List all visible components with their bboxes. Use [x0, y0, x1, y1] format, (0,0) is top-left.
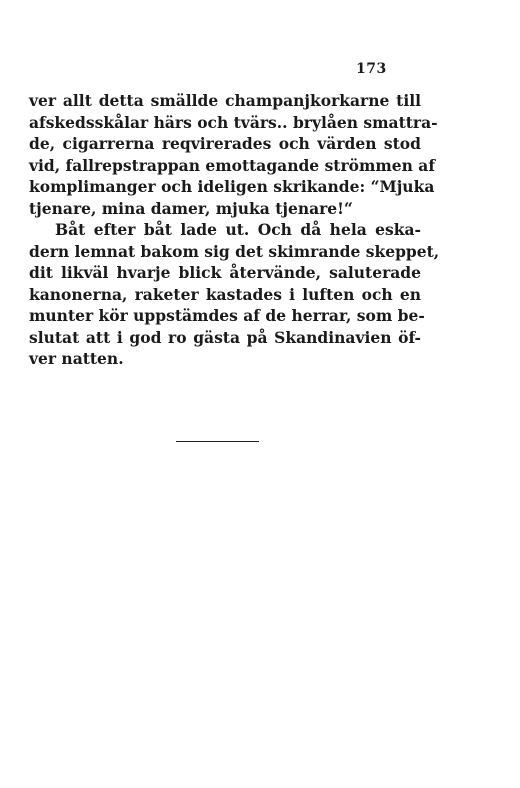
text-line: Båt efter båt lade ut. Och då hela eska- — [55, 220, 421, 239]
section-divider — [176, 441, 259, 442]
text-line: vid, fallrepstrappan emottagande strömmen af — [29, 155, 435, 175]
text-line: munter kör uppstämdes af de herrar, som be- — [29, 306, 425, 325]
text-line: dit likväl hvarje blick återvände, saluterade — [29, 263, 421, 282]
text-line: dern lemnat bakom sig det skimrande skeppet, — [29, 241, 440, 261]
text-line: komplimanger och ideligen skrikande: “Mjuka — [29, 177, 435, 196]
text-line: ver natten. — [29, 349, 124, 368]
text-line: kanonerna, raketer kastades i luften och en — [29, 284, 421, 304]
text-line: slutat att i god ro gästa på Skandinavien öf- — [29, 327, 421, 347]
text-line: ver allt detta smällde champanjkorkarne till — [29, 91, 421, 110]
text-line: afskedsskålar härs och tvärs.. brylåen smattra- — [29, 112, 438, 132]
page-number: 173 — [356, 61, 387, 77]
body-text — [29, 90, 440, 370]
text-line: tjenare, mina damer, mjuka tjenare!“ — [29, 198, 353, 218]
text-line: de, cigarrerna reqvirerades och värden stod — [29, 134, 421, 153]
